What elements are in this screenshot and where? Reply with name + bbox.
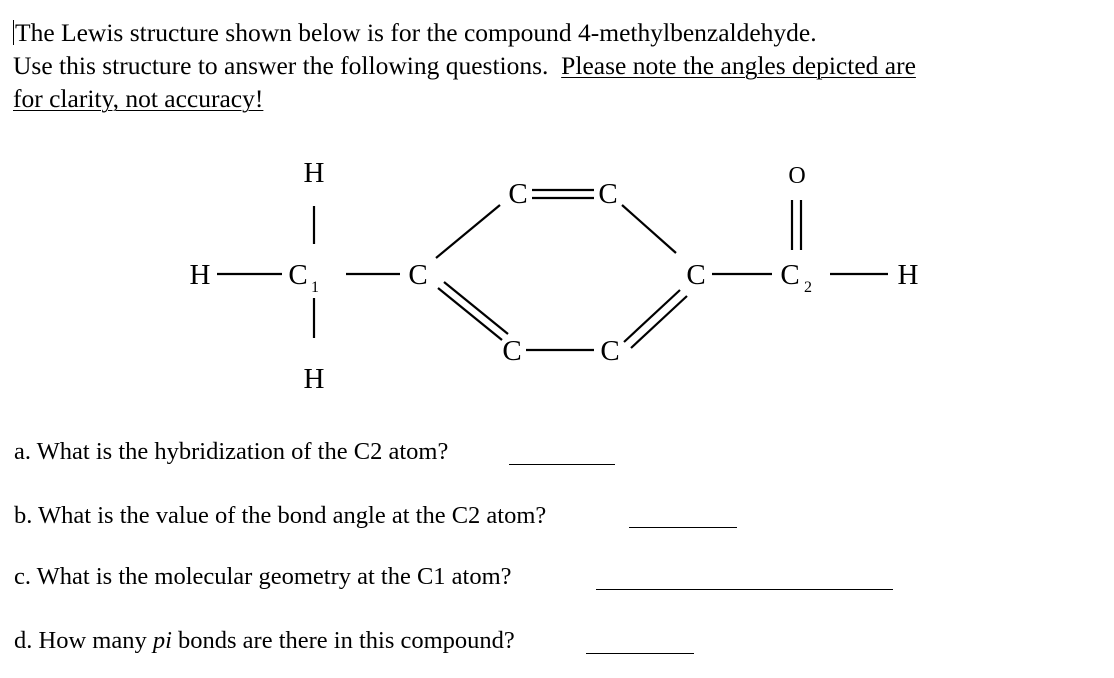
intro-line-1: The Lewis structure shown below is for the compound 4-methylbenzaldehyde. bbox=[15, 18, 817, 47]
lewis-structure bbox=[0, 140, 1114, 400]
atom-c1-subscript: 1 bbox=[311, 279, 319, 296]
bond-ring-right-a bbox=[624, 290, 680, 342]
atom-ring-c-left: C bbox=[408, 259, 428, 291]
intro-text bbox=[13, 16, 1013, 115]
atom-h-right: H bbox=[897, 259, 919, 291]
pi-italic: pi bbox=[152, 627, 172, 654]
note-underlined-1: Please note the angles depicted are bbox=[561, 51, 916, 80]
atom-h-top: H bbox=[303, 157, 325, 189]
answer-blank-b[interactable] bbox=[629, 527, 737, 528]
answer-blank-c[interactable] bbox=[596, 589, 893, 590]
intro-line-2: Use this structure to answer the following questions. Please note the angles depicted are bbox=[13, 51, 916, 80]
question-d: d. How many pi bonds are there in this compound? bbox=[14, 627, 515, 654]
atom-ring-c-top-left: C bbox=[508, 178, 528, 210]
bond-ring-3 bbox=[622, 205, 676, 253]
answer-blank-a[interactable] bbox=[509, 464, 615, 465]
question-a: a. What is the hybridization of the C2 atom? bbox=[14, 438, 449, 465]
question-c: c. What is the molecular geometry at the C1 atom? bbox=[14, 563, 512, 590]
text-cursor bbox=[13, 20, 14, 45]
atom-c2: C bbox=[780, 259, 800, 291]
atom-h-bottom: H bbox=[303, 363, 325, 395]
atom-ring-c-top-right: C bbox=[598, 178, 618, 210]
atoms bbox=[190, 157, 919, 395]
atom-h-left: H bbox=[189, 259, 211, 291]
note-underlined-2: for clarity, not accuracy! bbox=[13, 84, 264, 113]
bond-ring-left-a bbox=[438, 288, 502, 340]
atom-ring-c-bottom-left: C bbox=[502, 335, 522, 367]
bond-ring-left-b bbox=[444, 282, 508, 334]
atom-c2-subscript: 2 bbox=[804, 279, 812, 296]
atom-o: O bbox=[788, 163, 806, 189]
atom-ring-c-right: C bbox=[686, 259, 706, 291]
bond-ring-1 bbox=[436, 205, 500, 258]
bond-ring-right-b bbox=[631, 296, 687, 348]
answer-blank-d[interactable] bbox=[586, 653, 694, 654]
atom-c1: C bbox=[288, 259, 308, 291]
atom-ring-c-bottom-right: C bbox=[600, 335, 620, 367]
intro-line-3 bbox=[13, 82, 1013, 115]
question-b: b. What is the value of the bond angle at the C2 atom? bbox=[14, 502, 547, 529]
